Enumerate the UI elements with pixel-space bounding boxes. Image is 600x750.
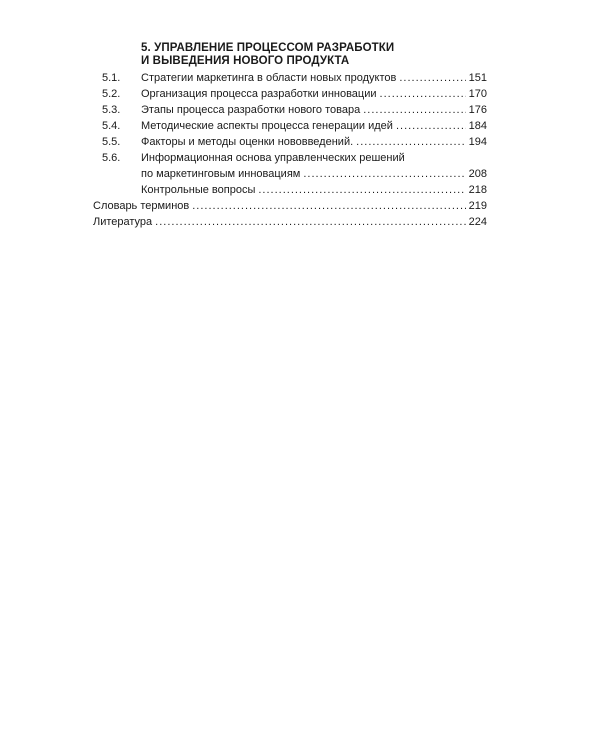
toc-entry-review-questions[interactable]: [93, 182, 487, 198]
page-number: 218: [468, 184, 487, 196]
toc-entry-5-6-line-1[interactable]: [93, 150, 487, 166]
chapter-title-line-1: 5. УПРАВЛЕНИЕ ПРОЦЕССОМ РАЗРАБОТКИ: [141, 42, 395, 54]
page-number: 194: [468, 136, 487, 148]
section-number: 5.3.: [102, 104, 121, 116]
dot-leader: [192, 198, 465, 214]
section-title-line-1: Информационная основа управленческих решений: [141, 152, 405, 164]
table-of-contents: [93, 42, 487, 230]
section-title: Организация процесса разработки инновации: [141, 88, 377, 100]
section-number: 5.4.: [102, 120, 121, 132]
page-number: 151: [468, 72, 487, 84]
section-title: Стратегии маркетинга в области новых продуктов: [141, 72, 397, 84]
glossary-title: Словарь терминов: [93, 200, 190, 212]
page-number: 170: [468, 88, 487, 100]
dot-leader: [396, 118, 466, 134]
dot-leader: [303, 166, 465, 182]
section-number: 5.1.: [102, 72, 121, 84]
section-title: Факторы и методы оценки нововведений.: [141, 136, 354, 148]
toc-entry-5-1[interactable]: [93, 70, 487, 86]
toc-entry-glossary[interactable]: [93, 198, 487, 214]
dot-leader: [155, 214, 465, 230]
page-number: 219: [468, 200, 487, 212]
toc-entry-5-5[interactable]: [93, 134, 487, 150]
section-title-line-2: по маркетинговым инновациям: [141, 168, 301, 180]
dot-leader: [399, 70, 465, 86]
literature-title: Литература: [93, 216, 153, 228]
chapter-title-line-2: И ВЫВЕДЕНИЯ НОВОГО ПРОДУКТА: [141, 55, 350, 67]
dot-leader: [356, 134, 465, 150]
section-number: 5.2.: [102, 88, 121, 100]
page-number: 176: [468, 104, 487, 116]
toc-entry-5-4[interactable]: [93, 118, 487, 134]
page-number: 184: [468, 120, 487, 132]
review-title: Контрольные вопросы: [141, 184, 256, 196]
chapter-title: [141, 42, 487, 68]
page-number: 208: [468, 168, 487, 180]
toc-entry-literature[interactable]: [93, 214, 487, 230]
page-number: 224: [468, 216, 487, 228]
dot-leader: [258, 182, 465, 198]
toc-entry-5-3[interactable]: [93, 102, 487, 118]
dot-leader: [380, 86, 466, 102]
dot-leader: [363, 102, 465, 118]
toc-entry-5-2[interactable]: [93, 86, 487, 102]
toc-entry-5-6-line-2[interactable]: [93, 166, 487, 182]
section-title: Этапы процесса разработки нового товара: [141, 104, 361, 116]
section-number: 5.5.: [102, 136, 121, 148]
section-number: 5.6.: [102, 152, 121, 164]
section-title: Методические аспекты процесса генерации идей: [141, 120, 393, 132]
